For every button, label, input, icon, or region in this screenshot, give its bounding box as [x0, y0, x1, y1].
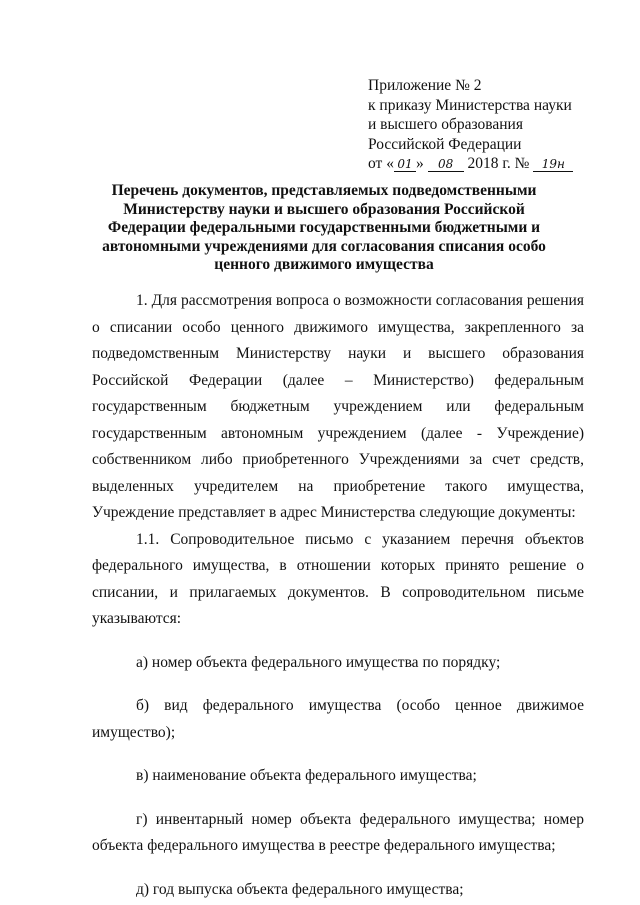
appendix-country: Российской Федерации: [368, 135, 522, 153]
order-number: 19н: [533, 158, 573, 172]
list-item-a: а) номер объекта федерального имущества по порядку;: [136, 653, 501, 671]
paragraph-1: 1. Для рассмотрения вопроса о возможности согласования решения о списании особо ценного движимого имущества, закрепленного за подведомственным Министерству науки и высшего образования Российской Федерации (далее – Министерство) федеральным государственным бюджетным учреждением или федеральным государственным автономным учреждением (далее - Учреждение) собственником либо приобретенного Учреждениями за счет средств, выделенных учредителем на приобретение такого имущества, Учреждение представляет в адрес Министерства следующие документы:: [92, 292, 584, 521]
date-day: 01: [394, 158, 416, 172]
date-year: 2018 г. №: [467, 155, 530, 172]
appendix-order-ref: к приказу Министерства науки: [368, 96, 572, 114]
document-body: [92, 288, 584, 903]
list-item-d: г) инвентарный номер объекта федерального имущества; номер объекта федерального имущества в реестре федерального имущества;: [92, 810, 584, 854]
document-title: Перечень документов, представляемых подведомственными Министерству науки и высшего образования Российской Федерации федеральными государственными бюджетными и автономными учреждениями для согласования списания особо ценного движимого имущества: [102, 182, 546, 273]
paragraph-1-1: 1.1. Сопроводительное письмо с указанием перечня объектов федерального имущества, в отношении которых принято решение о списании, и прилагаемых документов. В сопроводительном письме указываются:: [92, 530, 584, 627]
appendix-ministry: и высшего образования: [368, 116, 523, 133]
date-mid: »: [415, 155, 424, 172]
date-prefix: от «: [368, 155, 394, 172]
appendix-number: Приложение № 2: [368, 77, 482, 94]
date-month: 08: [428, 158, 464, 172]
list-item-b: б) вид федерального имущества (особо ценное движимое имущество);: [92, 697, 584, 741]
list-item-e: д) год выпуска объекта федерального имущества;: [136, 880, 464, 898]
appendix-header: [368, 76, 618, 174]
list-item-c: в) наименование объекта федерального имущества;: [136, 767, 477, 784]
appendix-date-line: [368, 154, 618, 174]
